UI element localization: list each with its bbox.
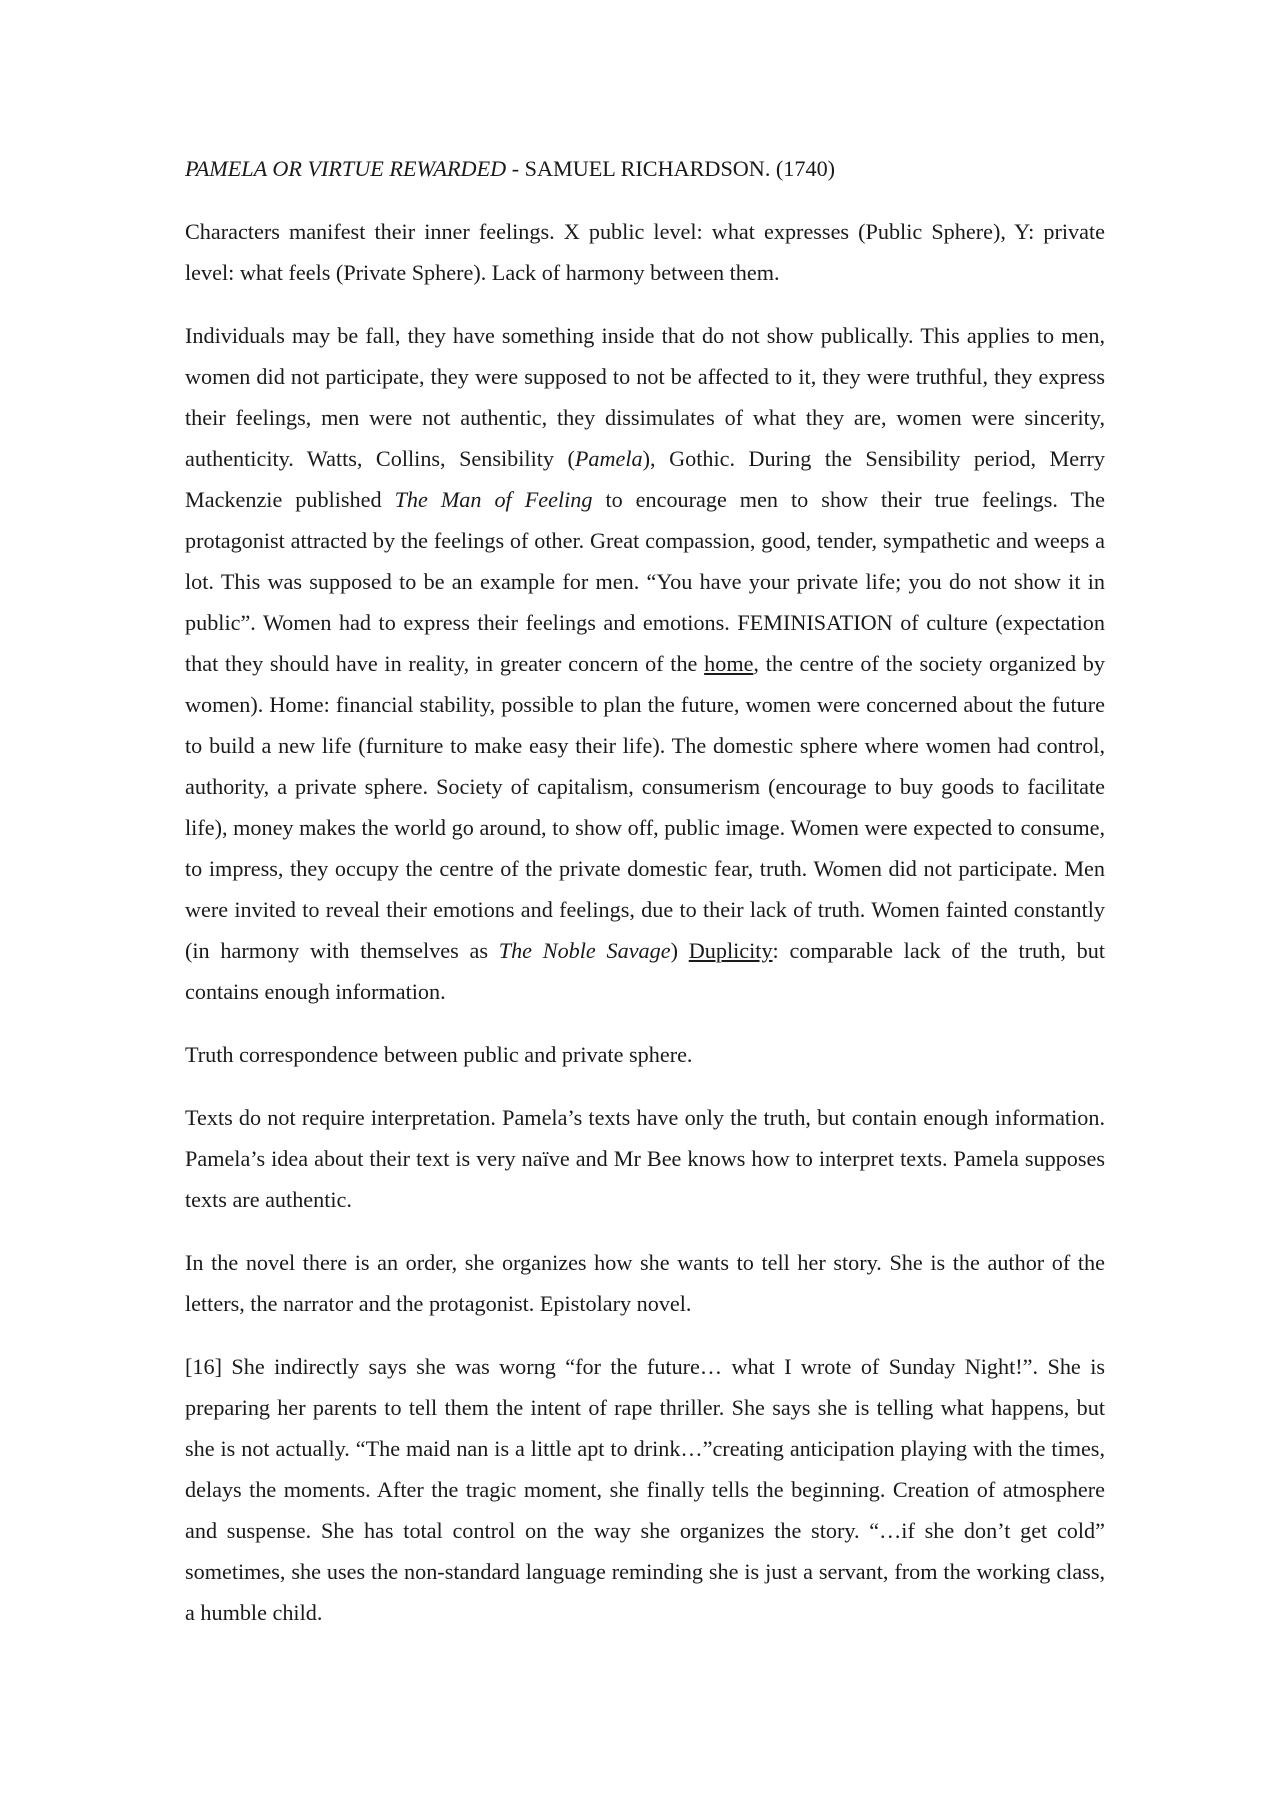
duplicity-underlined: Duplicity <box>688 938 773 963</box>
pamela-italic: Pamela <box>574 446 643 471</box>
paragraph-2-text: Individuals may be fall, they have something inside that do not show publically. This applies to men, women did not participate, they were supposed to not be affected to it, they were truthful, they express their feelings, men were not authentic, they dissimulates of what they are, women were sincerity, authenticity. Watts, Collins, Sensibility ( <box>185 323 1105 471</box>
paragraph-2-text: , the centre of the society organized by women). Home: financial stability, possible to plan the future, women were concerned about the future to build a new life (furniture to make easy their life). The domestic sphere where women had control, authority, a private sphere. Society of capitalism, consumerism (encourage to buy goods to facilitate life), money makes the world go around, to show off, public image. Women were expected to consume, to impress, they occupy the centre of the private domestic fear, truth. Women did not participate. Men were invited to reveal their emotions and feelings, due to their lack of truth. Women fainted constantly (in harmony with themselves as <box>185 651 1105 963</box>
paragraph-2-text: to encourage men to show their true feelings. The protagonist attracted by the feelings of other. Great compassion, good, tender, sympathetic and weeps a lot. This was supposed to be an example for men. “You have your private life; you do not show it in public”. Women had to express their feelings and emotions. FEMINISATION of culture (expectation that they should have in reality, in greater concern of the <box>185 487 1105 676</box>
paragraph-1: Characters manifest their inner feelings. X public level: what expresses (Public Sphere), Y: private level: what feels (Private Sphere). Lack of harmony between them. <box>185 219 1105 285</box>
title-work: PAMELA OR VIRTUE REWARDED <box>185 156 507 181</box>
paragraph-2-text: ) <box>670 938 689 963</box>
paragraph-5: In the novel there is an order, she organizes how she wants to tell her story. She is the author of the letters, the narrator and the protagonist. Epistolary novel. <box>185 1250 1105 1316</box>
noble-savage-italic: The Noble Savage <box>498 938 671 963</box>
man-of-feeling-italic: The Man of Feeling <box>394 487 593 512</box>
paragraph-3: Truth correspondence between public and private sphere. <box>185 1042 693 1067</box>
title-author-year: SAMUEL RICHARDSON. (1740) <box>524 156 836 181</box>
paragraph-6: [16] She indirectly says she was worng “for the future… what I wrote of Sunday Night!”. She is preparing her parents to tell them the intent of rape thriller. She says she is telling what happens, but she is not actually. “The maid nan is a little apt to drink…”creating anticipation playing with the times, delays the moments. After the tragic moment, she finally tells the beginning. Creation of atmosphere and suspense. She has total control on the way she organizes the story. “…if she don’t get cold” sometimes, she uses the non-standard language reminding she is just a servant, from the working class, a humble child. <box>185 1354 1105 1625</box>
home-underlined: home <box>704 651 754 676</box>
document-page <box>185 148 1105 1655</box>
paragraph-2-text: ), Gothic. During the Sensibility period, Merry Mackenzie published <box>185 446 1105 512</box>
paragraph-2-text: : comparable lack of the truth, but contains enough information. <box>185 938 1105 1004</box>
title-separator: - <box>506 156 525 181</box>
paragraph-2 <box>185 315 1105 1012</box>
paragraph-4: Texts do not require interpretation. Pamela’s texts have only the truth, but contain enough information. Pamela’s idea about their text is very naïve and Mr Bee knows how to interpret texts. Pamela supposes texts are authentic. <box>185 1105 1105 1212</box>
document-title <box>185 148 1105 189</box>
